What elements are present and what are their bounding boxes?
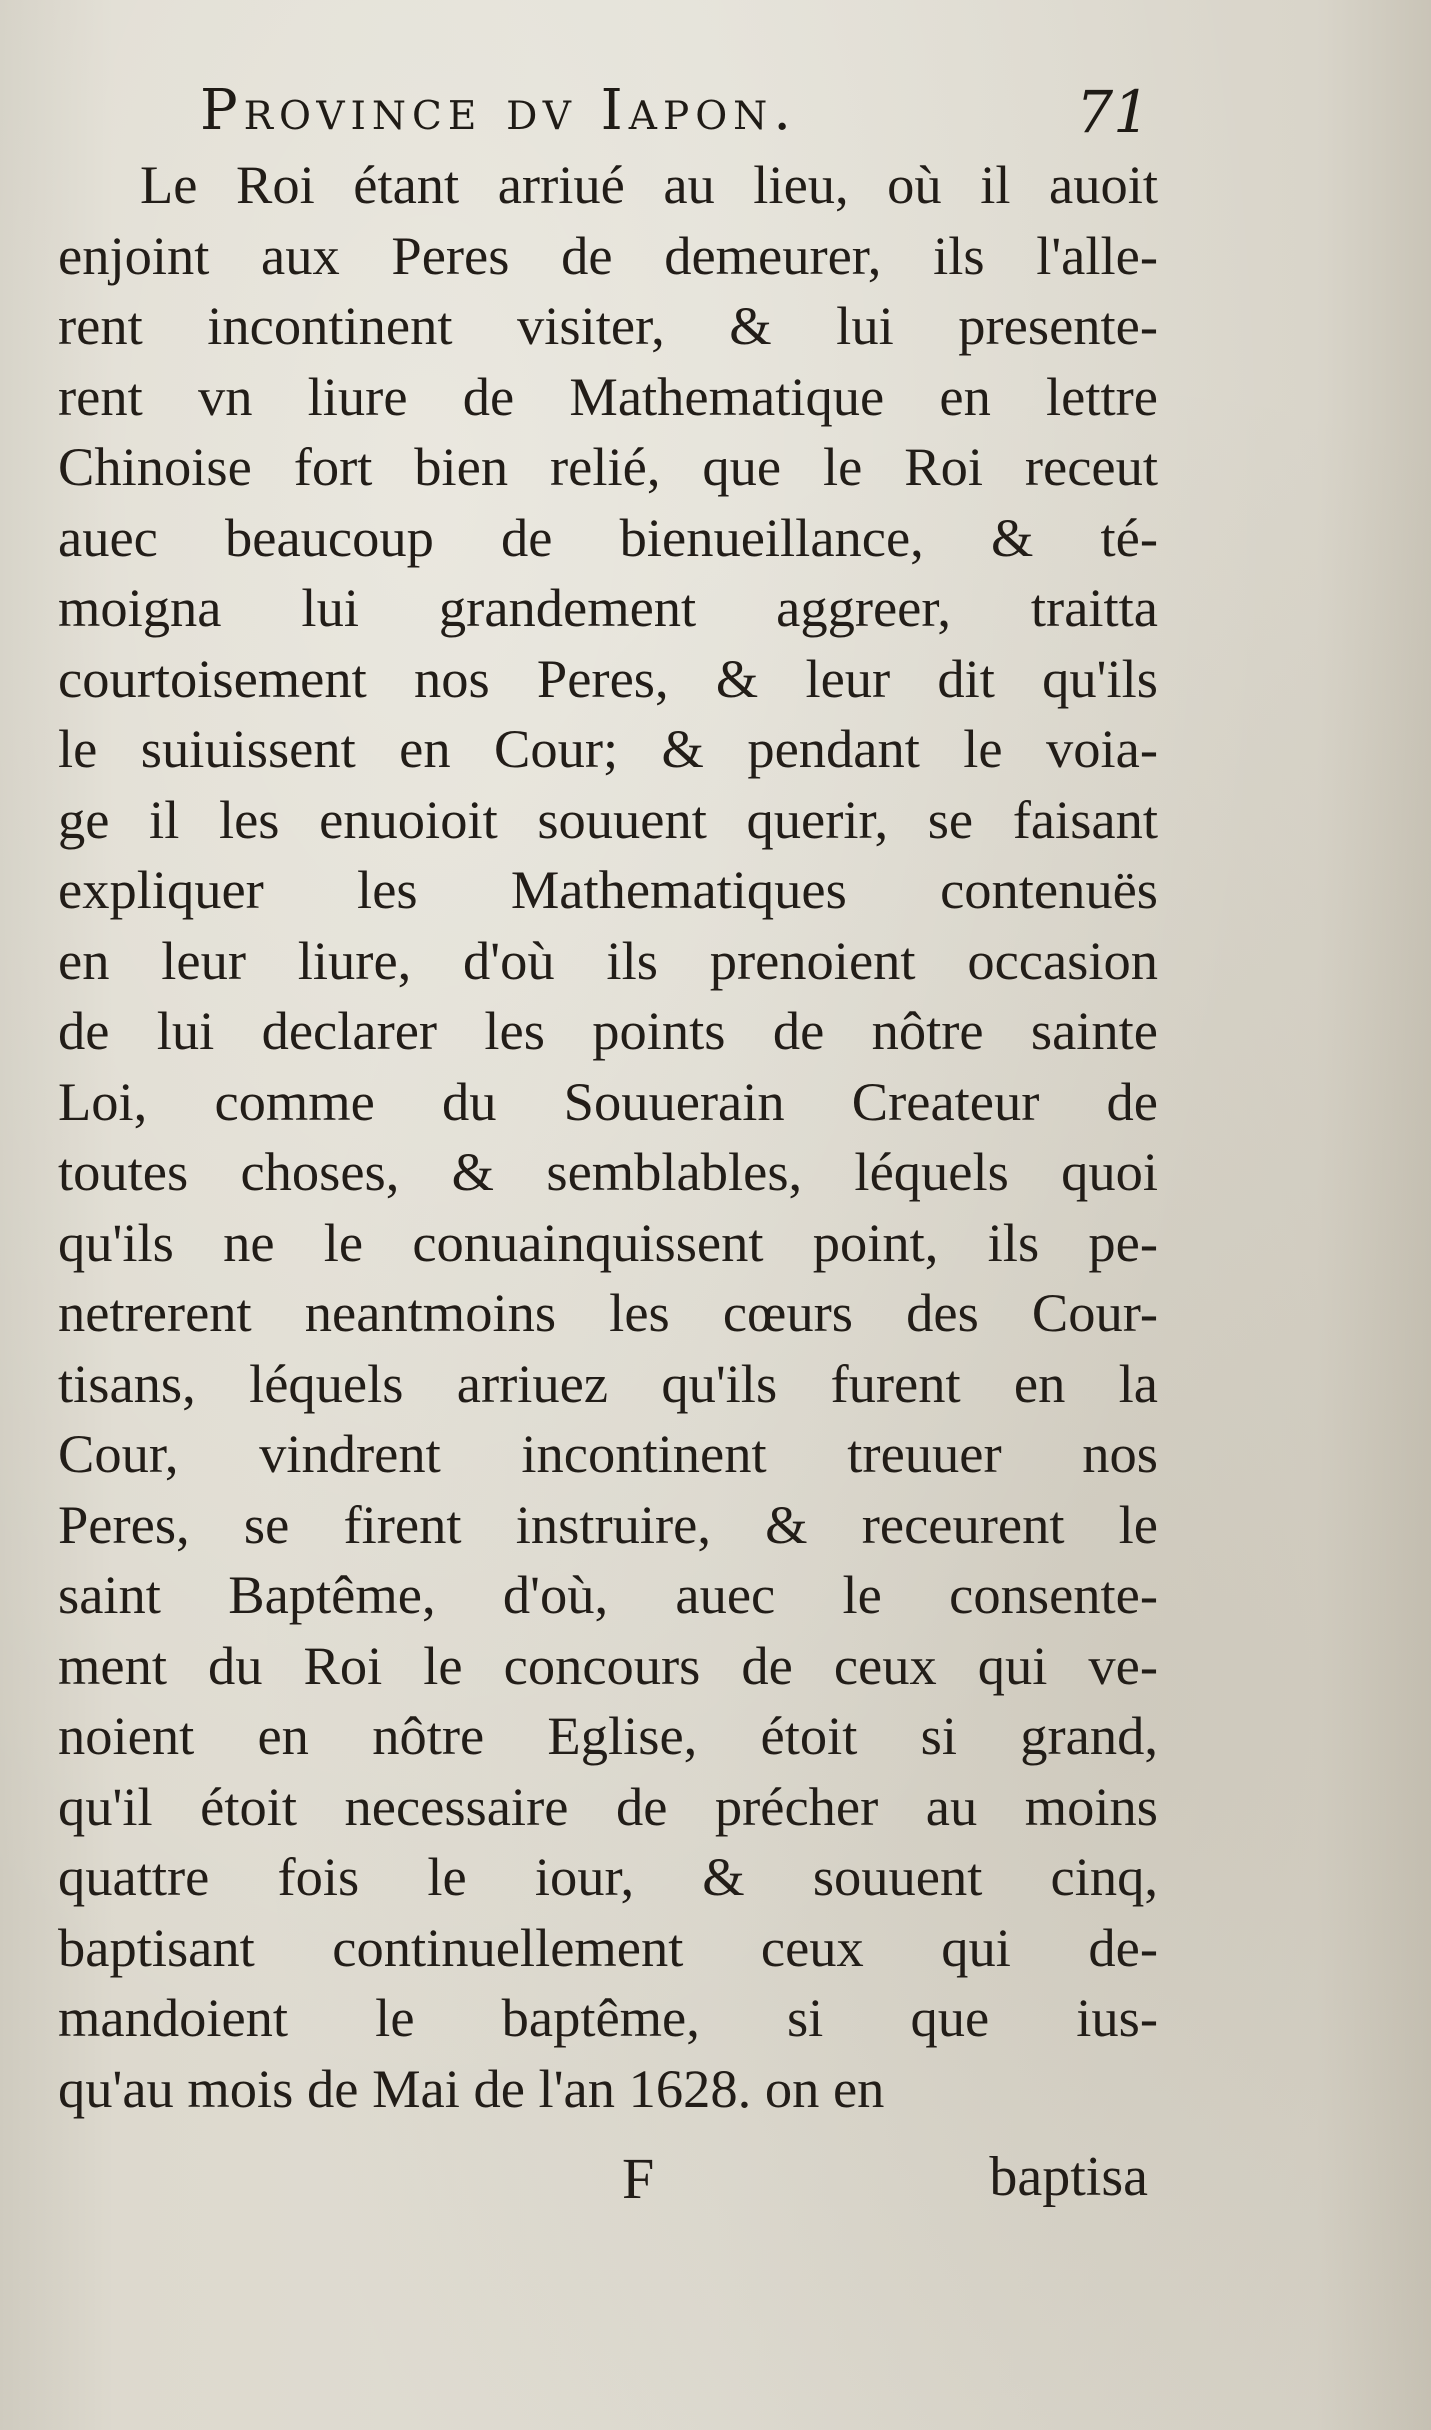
text-line: le suiuissent en Cour; & pendant le voia- <box>58 718 1158 779</box>
text-line: saint Baptême, d'où, auec le consente- <box>58 1564 1158 1625</box>
catchword: baptisa <box>989 2146 1148 2208</box>
text-line: netrerent neantmoins les cœurs des Cour- <box>58 1282 1158 1343</box>
text-line: qu'il étoit necessaire de précher au moins <box>58 1775 1158 1837</box>
page-footer <box>60 2145 1160 2225</box>
page-number: 71 <box>1076 78 1150 146</box>
text-line: tisans, léquels arriuez qu'ils furent en la <box>58 1352 1158 1414</box>
text-line: qu'au mois de Mai de l'an 1628. on en <box>58 2057 885 2119</box>
text-line: rent incontinent visiter, & lui presente- <box>58 295 1158 356</box>
text-line: mandoient le baptême, si que ius- <box>58 1987 1158 2048</box>
text-line: qu'ils ne le conuainquissent point, ils pe- <box>58 1211 1158 1273</box>
body-text <box>58 150 1158 2124</box>
page-header <box>200 78 1180 148</box>
text-line: ment du Roi le concours de ceux qui ve- <box>58 1634 1158 1696</box>
text-line: de lui declarer les points de nôtre sainte <box>58 1000 1158 1061</box>
text-line: Cour, vindrent incontinent treuuer nos <box>58 1423 1158 1484</box>
text-line: courtoisement nos Peres, & leur dit qu'ils <box>58 647 1158 709</box>
running-head: Province dv Iapon. <box>200 78 798 143</box>
text-line: Loi, comme du Souuerain Createur de <box>58 1070 1158 1132</box>
text-line: enjoint aux Peres de demeurer, ils l'alle- <box>58 224 1158 286</box>
text-line: toutes choses, & semblables, léquels quoi <box>58 1141 1158 1202</box>
text-line: Peres, se firent instruire, & receurent le <box>58 1493 1158 1555</box>
text-line: ge il les enuoioit souuent querir, se faisant <box>58 788 1158 850</box>
text-line: noient en nôtre Eglise, étoit si grand, <box>58 1705 1158 1766</box>
text-line: baptisant continuellement ceux qui de- <box>58 1916 1158 1978</box>
text-line: auec beaucoup de bienueillance, & té- <box>58 506 1158 568</box>
text-line: Chinoise fort bien relié, que le Roi receut <box>58 436 1158 497</box>
text-line: expliquer les Mathematiques contenuës <box>58 859 1158 920</box>
text-line: quattre fois le iour, & souuent cinq, <box>58 1846 1158 1907</box>
text-line: rent vn liure de Mathematique en lettre <box>58 365 1158 427</box>
text-line: Le Roi étant arriué au lieu, où il auoit <box>140 154 1158 215</box>
text-line: en leur liure, d'où ils prenoient occasion <box>58 929 1158 991</box>
text-line: moigna lui grandement aggreer, traitta <box>58 577 1158 638</box>
signature-mark: F <box>622 2146 655 2211</box>
